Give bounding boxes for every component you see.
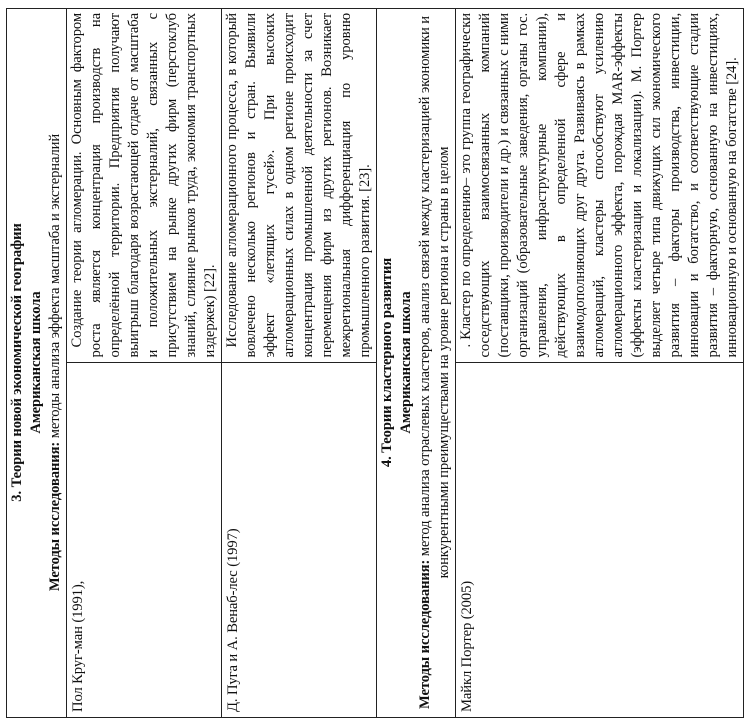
section-header-3 (7, 9, 67, 718)
description-cell: . Кластер по определению– это группа географически соседствующих взаимосвязанных компаний (поставщики, производители и др.) и связанных с ними организаций (образовательные заведения, органы гос. управления, инфраструктурные компании), действующих в определенной сфере и взаимодополняющих друг друга. Развиваясь в рамках агломераций, кластеры способствуют усилению агломерационного эффекта, порождая MAR-эффекты (эффекты кластеризации и локализации). М. Портер выделяет четыре типа движущих сил экономического развития – факторы производства, инвестиции, инновации и богатство, и соответствующие стадии развития – факторную, основанную на инвестициях, инновационную и основанную на богатстве [24]. (456, 9, 744, 364)
section-header-row (377, 9, 456, 718)
methods-text: методы анализа эффекта масштаба и экстерналий (47, 133, 63, 442)
methods-line (47, 134, 63, 591)
table-row (222, 9, 377, 718)
author-cell: Майкл Портер (2005) (456, 363, 744, 718)
author-cell: Д. Пуга и А. Венаб-лес (1997) (222, 363, 377, 718)
section-header-row (7, 9, 67, 718)
methods-label: Методы исследования: (417, 559, 433, 709)
section-header-4 (377, 9, 456, 718)
methods-text: метод анализа отраслевых кластеров, анализ связей между кластеризацией экономики и конкурентными преимуществами на уровне региона и страны в целом (417, 16, 452, 579)
methods-line (417, 16, 452, 709)
author-cell: Пол Круг-ман (1991), (67, 363, 222, 718)
theories-table (6, 8, 744, 718)
section-title: 4. Теории кластерного развития (379, 257, 395, 468)
methods-label: Методы исследования: (47, 441, 63, 592)
table-row (67, 9, 222, 718)
table-row (456, 9, 744, 718)
description-cell: Исследование агломерационного процесса, в который вовлечено несколько регионов и стран. Выявили эффект «летящих гусей». При высоких агломерационных силах в одном регионе происходит концентрация промышленной деятельности за счет перемещения фирм из других регионов. Возникает межрегиональная дифференциация по уровню промышленного развития. [23]. (222, 9, 377, 364)
section-title: 3. Теории новой экономической географии (9, 223, 25, 502)
description-cell: Создание теории агломерации. Основным фактором роста является концентрация производств на определённой территории. Предприятия получают выигрыш благодаря возрастающей отдаче от масштаба и положительных экстерналий, связанных с присутствием на рынке других фирм (перстоклуб знаний, слияние рынков труда, экономия транспортных издержек) [22]. (67, 9, 222, 364)
school-name: Американская школа (398, 291, 414, 434)
school-name: Американская школа (28, 291, 44, 434)
